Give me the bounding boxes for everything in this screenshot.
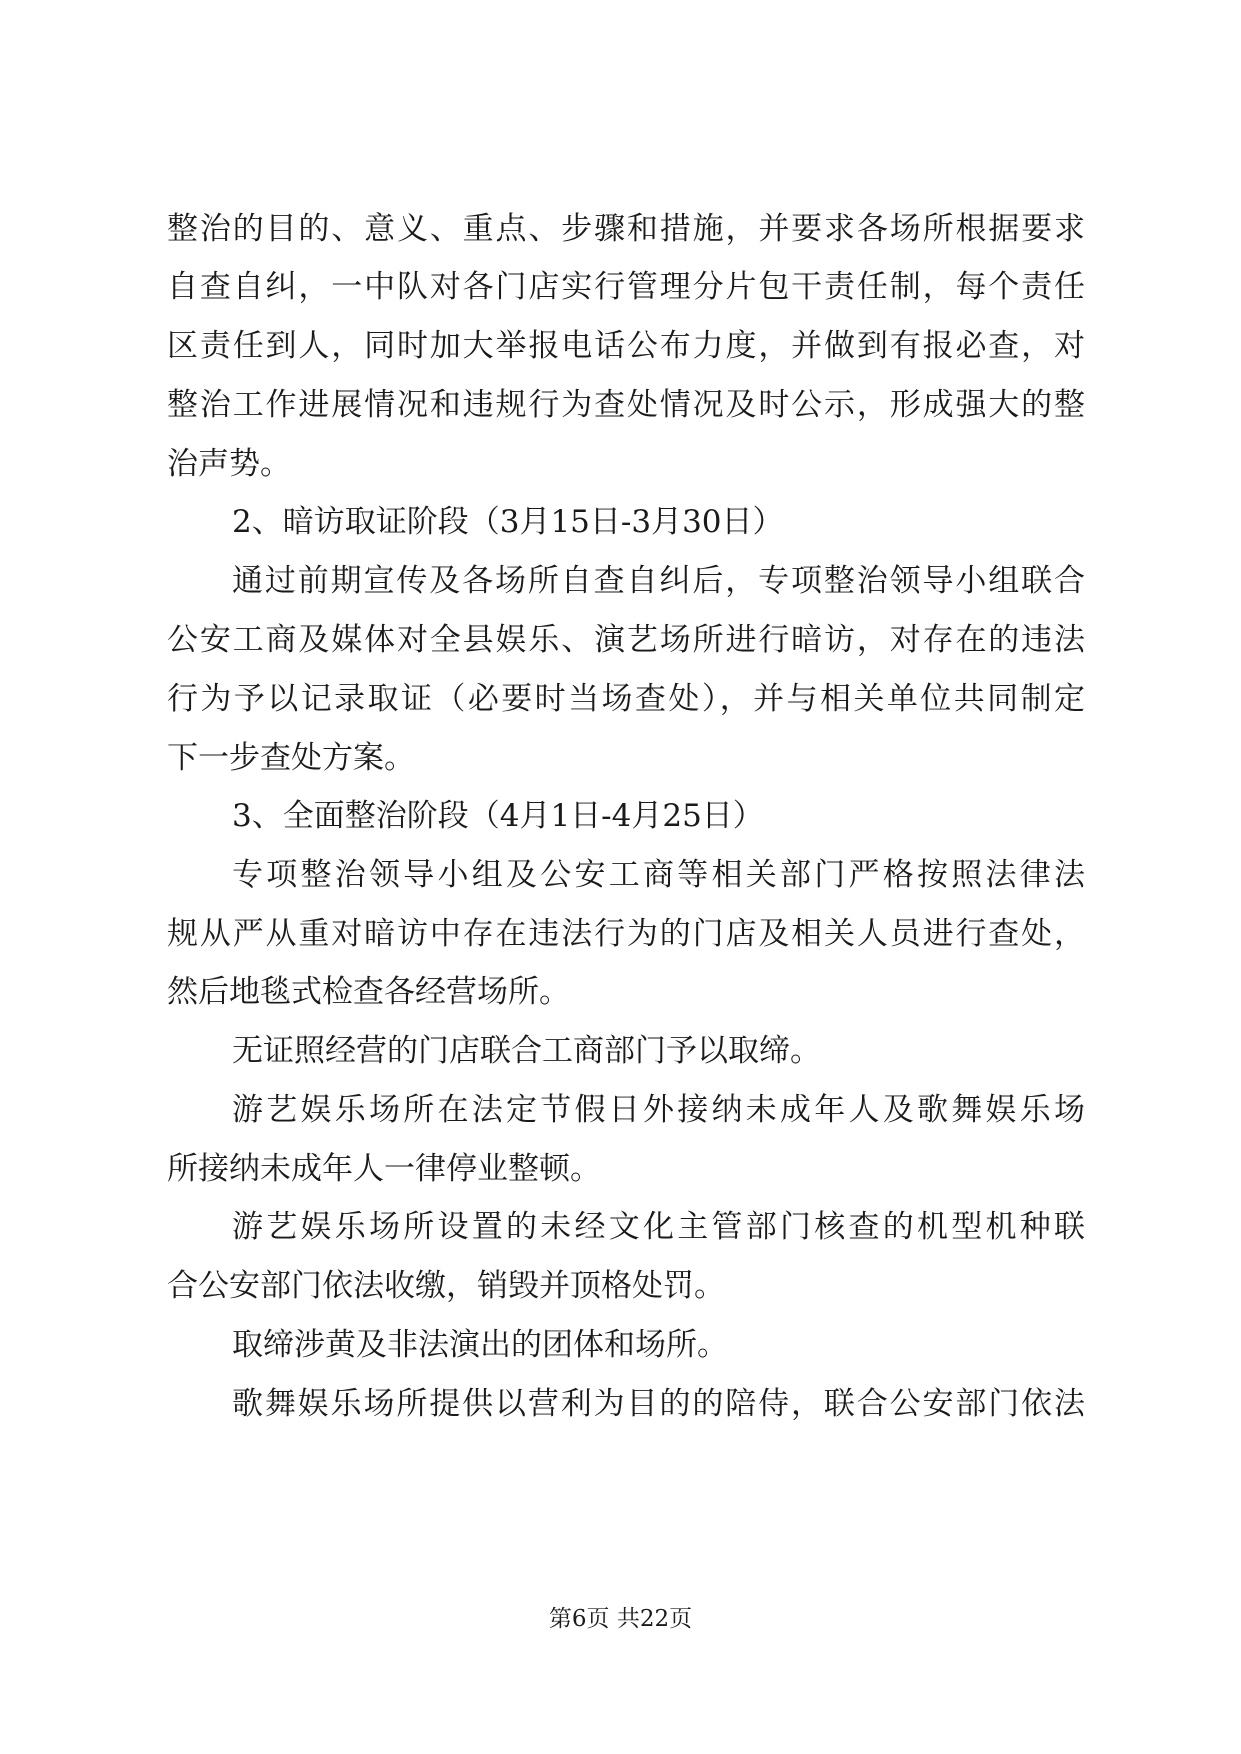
paragraph-line: 无证照经营的门店联合工商部门予以取缔。: [232, 1033, 821, 1069]
paragraph-line: 通过前期宣传及各场所自查自纠后，专项整治领导小组联合: [232, 563, 1085, 599]
paragraph-line: 游艺娱乐场所在法定节假日外接纳未成年人及歌舞娱乐场: [232, 1092, 1085, 1128]
paragraph-line: 所接纳未成年人一律停业整顿。: [167, 1151, 601, 1187]
paragraph-line: 游艺娱乐场所设置的未经文化主管部门核查的机型机种联: [232, 1209, 1085, 1245]
paragraph-line: 公安工商及媒体对全县娱乐、演艺场所进行暗访，对存在的违法: [167, 622, 1085, 658]
paragraph-line: 下一步查处方案。: [167, 740, 415, 776]
paragraph-line: 行为予以记录取证（必要时当场查处），并与相关单位共同制定: [167, 681, 1085, 717]
paragraph-line: 治声势。: [167, 446, 291, 482]
paragraph-line: 区责任到人，同时加大举报电话公布力度，并做到有报必查，对: [167, 328, 1085, 364]
paragraph-line: 整治的目的、意义、重点、步骤和措施，并要求各场所根据要求: [167, 211, 1085, 247]
paragraph-line: 规从严从重对暗访中存在违法行为的门店及相关人员进行查处，: [167, 916, 1085, 952]
paragraph-line: 然后地毯式检查各经营场所。: [167, 974, 570, 1010]
paragraph-line: 歌舞娱乐场所提供以营利为目的的陪侍，联合公安部门依法: [232, 1386, 1085, 1422]
paragraph-line: 自查自纠，一中队对各门店实行管理分片包干责任制，每个责任: [167, 269, 1085, 305]
paragraph-line: 专项整治领导小组及公安工商等相关部门严格按照法律法: [232, 857, 1085, 893]
paragraph-line: 合公安部门依法收缴，销毁并顶格处罚。: [167, 1268, 725, 1304]
section-heading: 3、全面整治阶段（4月1日-4月25日）: [232, 798, 764, 834]
page-footer: 第6页 共22页: [548, 1606, 693, 1632]
section-heading: 2、暗访取证阶段（3月15日-3月30日）: [232, 504, 784, 540]
paragraph-line: 取缔涉黄及非法演出的团体和场所。: [232, 1327, 728, 1363]
paragraph-line: 整治工作进展情况和违规行为查处情况及时公示，形成强大的整: [167, 387, 1085, 423]
